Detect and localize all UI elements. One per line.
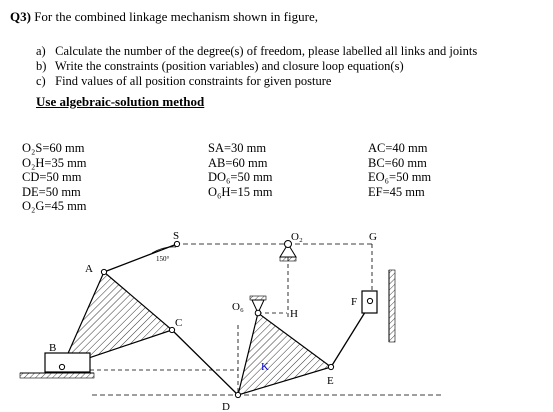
pivot-o6-ground — [250, 296, 266, 300]
dimension-o2g: O₂G=45 mm — [22, 199, 87, 214]
label-s: S — [173, 230, 180, 242]
dimension-ef: EF=45 mm — [368, 184, 425, 199]
question-text: For the combined linkage mechanism shown in figure, — [34, 9, 318, 24]
label-a: A — [85, 263, 93, 275]
dimension-do6: DO₆=50 mm — [208, 170, 273, 185]
label-b: B — [49, 342, 57, 354]
task-text: Calculate the number of the degree(s) of freedom, please labelled all links and joints — [55, 44, 478, 58]
joint-e — [328, 364, 333, 369]
task-text: Write the constraints (position variables) and closure loop equation(s) — [54, 59, 404, 73]
dimension-bc: BC=60 mm — [368, 155, 427, 170]
label-k: K — [261, 361, 269, 373]
dimension-ab: AB=60 mm — [208, 155, 268, 170]
ternary-link-o6de — [238, 313, 331, 395]
joint-d — [235, 392, 240, 397]
label-o2: O₂ — [291, 231, 303, 243]
ground-hatch-right — [389, 270, 395, 342]
label-h: H — [290, 308, 298, 320]
label-d: D — [222, 401, 230, 412]
joint-s — [174, 241, 179, 246]
dimension-sa: SA=30 mm — [208, 141, 267, 155]
dimension-o2s: O₂S=60 mm — [22, 141, 85, 155]
dimension-eo6: EO₆=50 mm — [368, 170, 432, 185]
dimension-cd: CD=50 mm — [22, 170, 82, 185]
slider-block-b — [45, 353, 90, 372]
pivot-o2-ground — [280, 257, 296, 261]
label-e: E — [327, 375, 334, 387]
dimension-o6h: O₆H=15 mm — [208, 184, 273, 199]
label-f: F — [351, 296, 358, 308]
link-cd — [172, 330, 238, 395]
label-g: G — [369, 231, 377, 243]
label-o6: O₆ — [232, 301, 244, 313]
task-label: a) — [36, 44, 46, 58]
joint-a — [101, 269, 106, 274]
label-angle: 150° — [156, 255, 170, 263]
task-label: b) — [36, 59, 47, 73]
joint-f — [367, 298, 372, 303]
question-number: Q3) — [10, 9, 31, 24]
joint-c — [169, 327, 174, 332]
joint-b — [59, 364, 64, 369]
task-text: Find values of all position constraints for given posture — [55, 74, 332, 88]
task-label: c) — [36, 74, 46, 88]
dimension-de: DE=50 mm — [22, 184, 81, 199]
dimension-ac: AC=40 mm — [368, 141, 428, 155]
method-heading: Use algebraic-solution method — [36, 94, 205, 109]
joint-o6 — [255, 310, 261, 316]
label-c: C — [175, 317, 183, 329]
dimension-o2h: O₂H=35 mm — [22, 155, 87, 170]
ground-hatch-bottom — [20, 373, 94, 378]
